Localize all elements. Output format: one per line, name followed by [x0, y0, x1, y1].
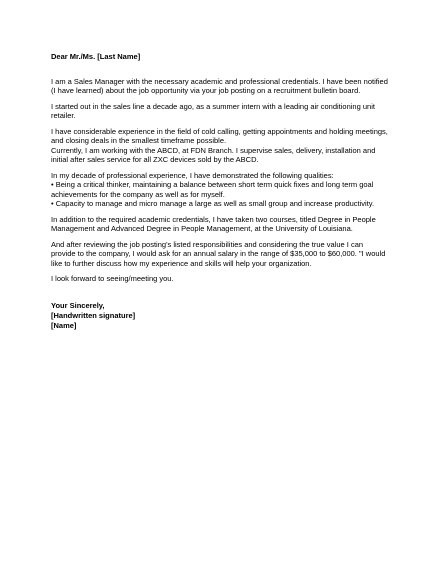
closing-line: Your Sincerely, [51, 300, 105, 310]
salutation: Dear Mr./Ms. [Last Name] [51, 52, 141, 61]
signature-block [51, 301, 388, 331]
name-placeholder: [Name] [51, 320, 77, 330]
paragraph-closing: I look forward to seeing/meeting you. [51, 274, 174, 283]
signature-placeholder: [Handwritten signature] [51, 310, 136, 320]
bullet-critical-thinker: • Being a critical thinker, maintaining a balance between short term quick fixes and long term goal achievements for the company as well as for myself. [51, 180, 374, 199]
paragraph-education: In addition to the required academic credentials, I have taken two courses, titled Degree in People Management and Advanced Degree in People Management, at the University of Louisiana. [51, 214, 376, 233]
paragraph-qualities-intro: In my decade of professional experience, I have demonstrated the following qualities: [51, 170, 334, 180]
paragraph-background: I started out in the sales line a decade ago, as a summer intern with a leading air conditioning unit retailer. [51, 101, 375, 120]
paragraph-experience: I have considerable experience in the field of cold calling, getting appointments and holding meetings, and closing deals in the smallest timeframe possible. [51, 126, 388, 145]
bullet-management: • Capacity to manage and micro manage a large as well as small group and increase productivity. [51, 199, 375, 208]
paragraph-current-role: Currently, I am working with the ABCD, at FDN Branch. I supervise sales, delivery, installation and initial after sales service for all ZXC devices sold by the ABCD. [51, 145, 376, 164]
paragraph-intro: I am a Sales Manager with the necessary academic and professional credentials. I have been notified (I have learned) about the job opportunity via your job posting on a recruitment bulletin board. [51, 76, 388, 95]
paragraph-salary: And after reviewing the job posting's listed responsibilities and considering the true value I can provide to the company, I would ask for an annual salary in the range of $35,000 to $60,000. "I would like to further discuss how my experience and skills will help your organization. [51, 239, 386, 268]
cover-letter [51, 52, 388, 331]
